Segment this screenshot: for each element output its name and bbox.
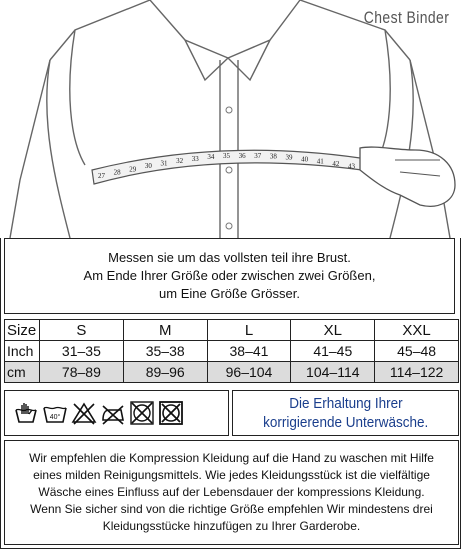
- footer-line: Kleidungsstücke hinzufügen zu Ihrer Garderobe.: [102, 519, 361, 533]
- table-cell: 78–89: [40, 362, 124, 383]
- tape-number: 38: [269, 152, 277, 161]
- table-cell: 31–35: [40, 341, 124, 362]
- instruction-line: um Eine Größe Grösser.: [159, 286, 300, 301]
- tape-number: 32: [176, 156, 184, 165]
- header-cell: XL: [291, 320, 375, 341]
- table-header-row: [5, 320, 459, 341]
- table-cell: 104–114: [291, 362, 375, 383]
- tape-number: 30: [144, 162, 152, 171]
- table-cell: 114–122: [375, 362, 459, 383]
- hand-drawing: [360, 147, 455, 206]
- tape-number: 34: [207, 153, 215, 162]
- table-cell: 96–104: [207, 362, 291, 383]
- table-row: [5, 341, 459, 362]
- no-iron-icon: [100, 400, 126, 426]
- header-cell: S: [40, 320, 124, 341]
- footer-line: Wenn Sie sicher sind von die richtige Größe empfehlen Wir mindestens drei: [30, 502, 433, 516]
- tape-number: 36: [238, 151, 246, 160]
- hand-wash-icon: [13, 400, 39, 426]
- shirt-drawing: [0, 0, 461, 238]
- tape-number: 28: [113, 168, 121, 177]
- wash-40-icon: [42, 400, 68, 426]
- header-cell: XXL: [375, 320, 459, 341]
- table-cell: 89–96: [123, 362, 207, 383]
- footer-line: eines milden Reinigungsmittels. Wie jedes Kleidungsstück ist die vielfältige: [33, 468, 430, 482]
- header-cell: Size: [5, 320, 40, 341]
- footer-line: Wir empfehlen die Kompression Kleidung auf die Hand zu waschen mit Hilfe: [29, 451, 434, 465]
- tape-number: 40: [301, 155, 309, 164]
- tape-number: 29: [129, 165, 137, 174]
- no-tumble-dry-icon: [129, 400, 155, 426]
- care-text-line: Die Erhaltung Ihrer: [288, 395, 403, 412]
- wash-temp-label: 40°: [49, 414, 61, 421]
- header-cell: M: [123, 320, 207, 341]
- table-cell: 35–38: [123, 341, 207, 362]
- tape-number: 37: [254, 151, 262, 160]
- no-dry-clean-icon: [158, 400, 184, 426]
- tape-number: 35: [223, 152, 230, 161]
- tape-number: 43: [348, 162, 355, 171]
- tape-number: 42: [332, 159, 340, 168]
- row-label: Inch: [5, 341, 40, 362]
- instruction-line: Am Ende Ihrer Größe oder zwischen zwei Größen,: [83, 268, 376, 283]
- tape-number: 31: [160, 159, 168, 168]
- instruction-line: Messen sie um das vollsten teil ihre Brust.: [108, 250, 351, 265]
- care-text-line: korrigierende Unterwäsche.: [262, 414, 429, 431]
- table-cell: 45–48: [375, 341, 459, 362]
- tape-number: 33: [191, 154, 199, 163]
- no-bleach-icon: [71, 400, 97, 426]
- measurement-illustration: [0, 0, 461, 238]
- table-row: [5, 362, 459, 383]
- brand-label: Chest Binder: [363, 8, 449, 27]
- care-recommendation: [4, 440, 459, 545]
- tape-number: 27: [98, 172, 105, 180]
- header-cell: L: [207, 320, 291, 341]
- table-cell: 38–41: [207, 341, 291, 362]
- tape-number: 41: [316, 157, 324, 166]
- size-table: [4, 319, 459, 383]
- care-icons: [4, 390, 229, 436]
- measure-instructions: [4, 238, 455, 314]
- table-cell: 41–45: [291, 341, 375, 362]
- row-label: cm: [5, 362, 40, 383]
- footer-line: Wäsche eines Einfluss auf der Lebensdauer der kompressions Kleidung.: [38, 485, 425, 499]
- care-heading: [232, 390, 459, 436]
- tape-number: 39: [285, 153, 293, 162]
